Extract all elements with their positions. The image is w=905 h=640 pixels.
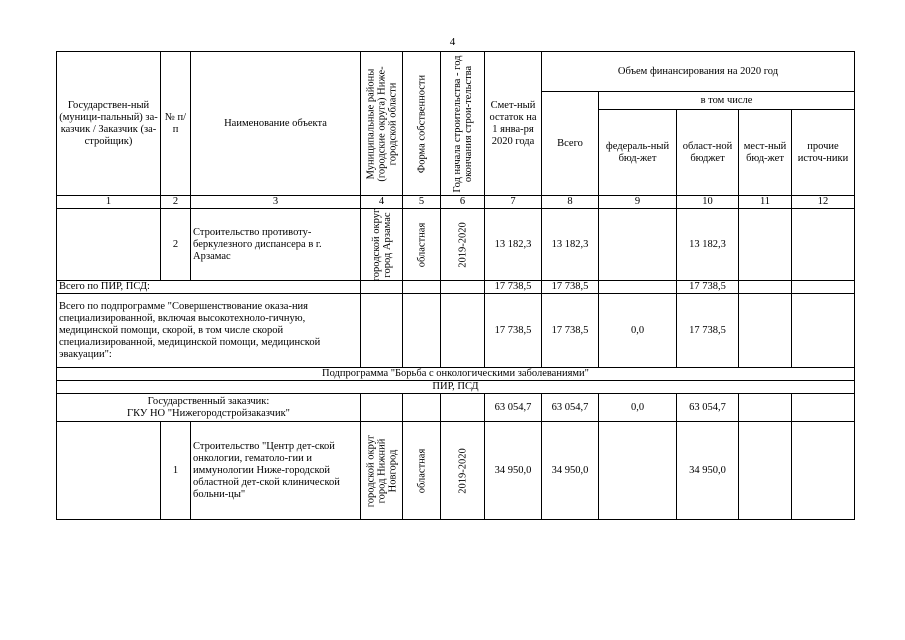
- cell-regional: 13 182,3: [677, 209, 739, 281]
- cell-municipal-text: городской округ город Нижний Новгород: [365, 434, 398, 507]
- cell-regional: 34 950,0: [677, 422, 739, 520]
- section-oncology-title: Подпрограмма "Борьба с онкологическими заболеваниями": [57, 368, 855, 381]
- cell-empty: [441, 294, 485, 368]
- header-federal: федераль-ный бюд-жет: [599, 110, 677, 196]
- header-including: в том числе: [599, 92, 855, 110]
- funding-table: [56, 51, 855, 520]
- header-ownership-text: Форма собственности: [416, 74, 427, 173]
- cell-empty: [361, 294, 403, 368]
- col-number: 7: [485, 196, 542, 209]
- header-years-text: Год начала строительства - год окончания строи-тельства: [451, 54, 474, 193]
- section-row-oncology: [57, 368, 855, 381]
- col-number: 1: [57, 196, 161, 209]
- cell-years: [441, 422, 485, 520]
- cell-municipal: [361, 422, 403, 520]
- section-row-pir: [57, 381, 855, 394]
- col-number: 8: [542, 196, 599, 209]
- cell-total: 17 738,5: [542, 281, 599, 294]
- cell-ownership-text: областная: [416, 448, 427, 493]
- cell-ownership: [403, 422, 441, 520]
- header-funding: Объем финансирования на 2020 год: [542, 52, 855, 92]
- cell-empty: [403, 394, 441, 422]
- col-number: 5: [403, 196, 441, 209]
- cell-estimate: 34 950,0: [485, 422, 542, 520]
- cell-total-pir-label: Всего по ПИР, ПСД:: [57, 281, 361, 294]
- col-number: 12: [792, 196, 855, 209]
- header-regional: област-ной бюджет: [677, 110, 739, 196]
- cell-federal: 0,0: [599, 294, 677, 368]
- header-ownership: [403, 52, 441, 196]
- cell-other: [792, 209, 855, 281]
- section-pir-title: ПИР, ПСД: [57, 381, 855, 394]
- cell-empty: [441, 394, 485, 422]
- cell-local: [739, 209, 792, 281]
- cell-object-name: Строительство "Центр дет-ской онкологии, гематоло-гии и иммунологии Ниже-городской областной дет-ской клинической больни-цы": [191, 422, 361, 520]
- cell-federal: [599, 209, 677, 281]
- cell-total: 17 738,5: [542, 294, 599, 368]
- cell-customer-empty: [57, 422, 161, 520]
- cell-customer-empty: [57, 209, 161, 281]
- cell-num: 2: [161, 209, 191, 281]
- table-row-customer: [57, 394, 855, 422]
- cell-estimate: 63 054,7: [485, 394, 542, 422]
- cell-municipal: [361, 209, 403, 281]
- col-number: 11: [739, 196, 792, 209]
- cell-empty: [792, 294, 855, 368]
- table-row-total-pir: [57, 281, 855, 294]
- cell-federal: [599, 422, 677, 520]
- cell-customer-label: [57, 394, 361, 422]
- col-number: 3: [191, 196, 361, 209]
- cell-estimate: 13 182,3: [485, 209, 542, 281]
- cell-object-name: Строительство противоту-беркулезного диспансера в г. Арзамас: [191, 209, 361, 281]
- page-number: 4: [449, 36, 456, 48]
- cell-ownership: [403, 209, 441, 281]
- cell-empty: [599, 281, 677, 294]
- header-row-1: [57, 52, 855, 92]
- cell-estimate: 17 738,5: [485, 294, 542, 368]
- cell-empty: [361, 394, 403, 422]
- cell-local: [739, 422, 792, 520]
- customer-label-line2: ГКУ НО "Нижегородстройзаказчик": [127, 407, 290, 419]
- cell-other: [792, 422, 855, 520]
- cell-empty: [792, 394, 855, 422]
- table-row-oncology-center: [57, 422, 855, 520]
- header-object-name: Наименование объекта: [191, 52, 361, 196]
- cell-years: [441, 209, 485, 281]
- cell-years-text: 2019-2020: [457, 447, 468, 494]
- cell-total: 63 054,7: [542, 394, 599, 422]
- cell-years-text: 2019-2020: [457, 221, 468, 268]
- customer-label-line1: Государственный заказчик:: [147, 395, 270, 407]
- header-total: Всего: [542, 92, 599, 196]
- col-number: 2: [161, 196, 191, 209]
- header-municipal: [361, 52, 403, 196]
- cell-total: 34 950,0: [542, 422, 599, 520]
- cell-ownership-text: областная: [416, 222, 427, 267]
- cell-regional: 63 054,7: [677, 394, 739, 422]
- header-num: № п/п: [161, 52, 191, 196]
- cell-total: 13 182,3: [542, 209, 599, 281]
- cell-num: 1: [161, 422, 191, 520]
- table-row-total-subprogram: [57, 294, 855, 368]
- cell-estimate: 17 738,5: [485, 281, 542, 294]
- cell-regional: 17 738,5: [677, 294, 739, 368]
- cell-empty: [403, 294, 441, 368]
- header-years: [441, 52, 485, 196]
- col-number: 6: [441, 196, 485, 209]
- column-numbers-row: [57, 196, 855, 209]
- header-local: мест-ный бюд-жет: [739, 110, 792, 196]
- cell-total-subprogram-label: Всего по подпрограмме "Совершенствование оказа-ния специализированной, включая высокотехноло-гичную, медицинской помощи, скорой, в том числе скорой специализированной, медицинской помощи, медицинской эвакуации":: [57, 294, 361, 368]
- col-number: 10: [677, 196, 739, 209]
- header-customer: Государствен-ный (муници-пальный) за-казчик / Заказчик (за-стройщик): [57, 52, 161, 196]
- cell-empty: [739, 281, 792, 294]
- cell-municipal-text: городской округ город Арзамас: [370, 208, 393, 281]
- col-number: 4: [361, 196, 403, 209]
- table-row-dispensary: [57, 209, 855, 281]
- header-other: прочие источ-ники: [792, 110, 855, 196]
- cell-regional: 17 738,5: [677, 281, 739, 294]
- cell-federal: 0,0: [599, 394, 677, 422]
- cell-empty: [739, 294, 792, 368]
- header-estimate: Смет-ный остаток на 1 янва-ря 2020 года: [485, 52, 542, 196]
- cell-empty: [792, 281, 855, 294]
- cell-empty: [739, 394, 792, 422]
- col-number: 9: [599, 196, 677, 209]
- header-municipal-text: Муниципальные районы (городские округа) Ниже-городской области: [365, 65, 398, 182]
